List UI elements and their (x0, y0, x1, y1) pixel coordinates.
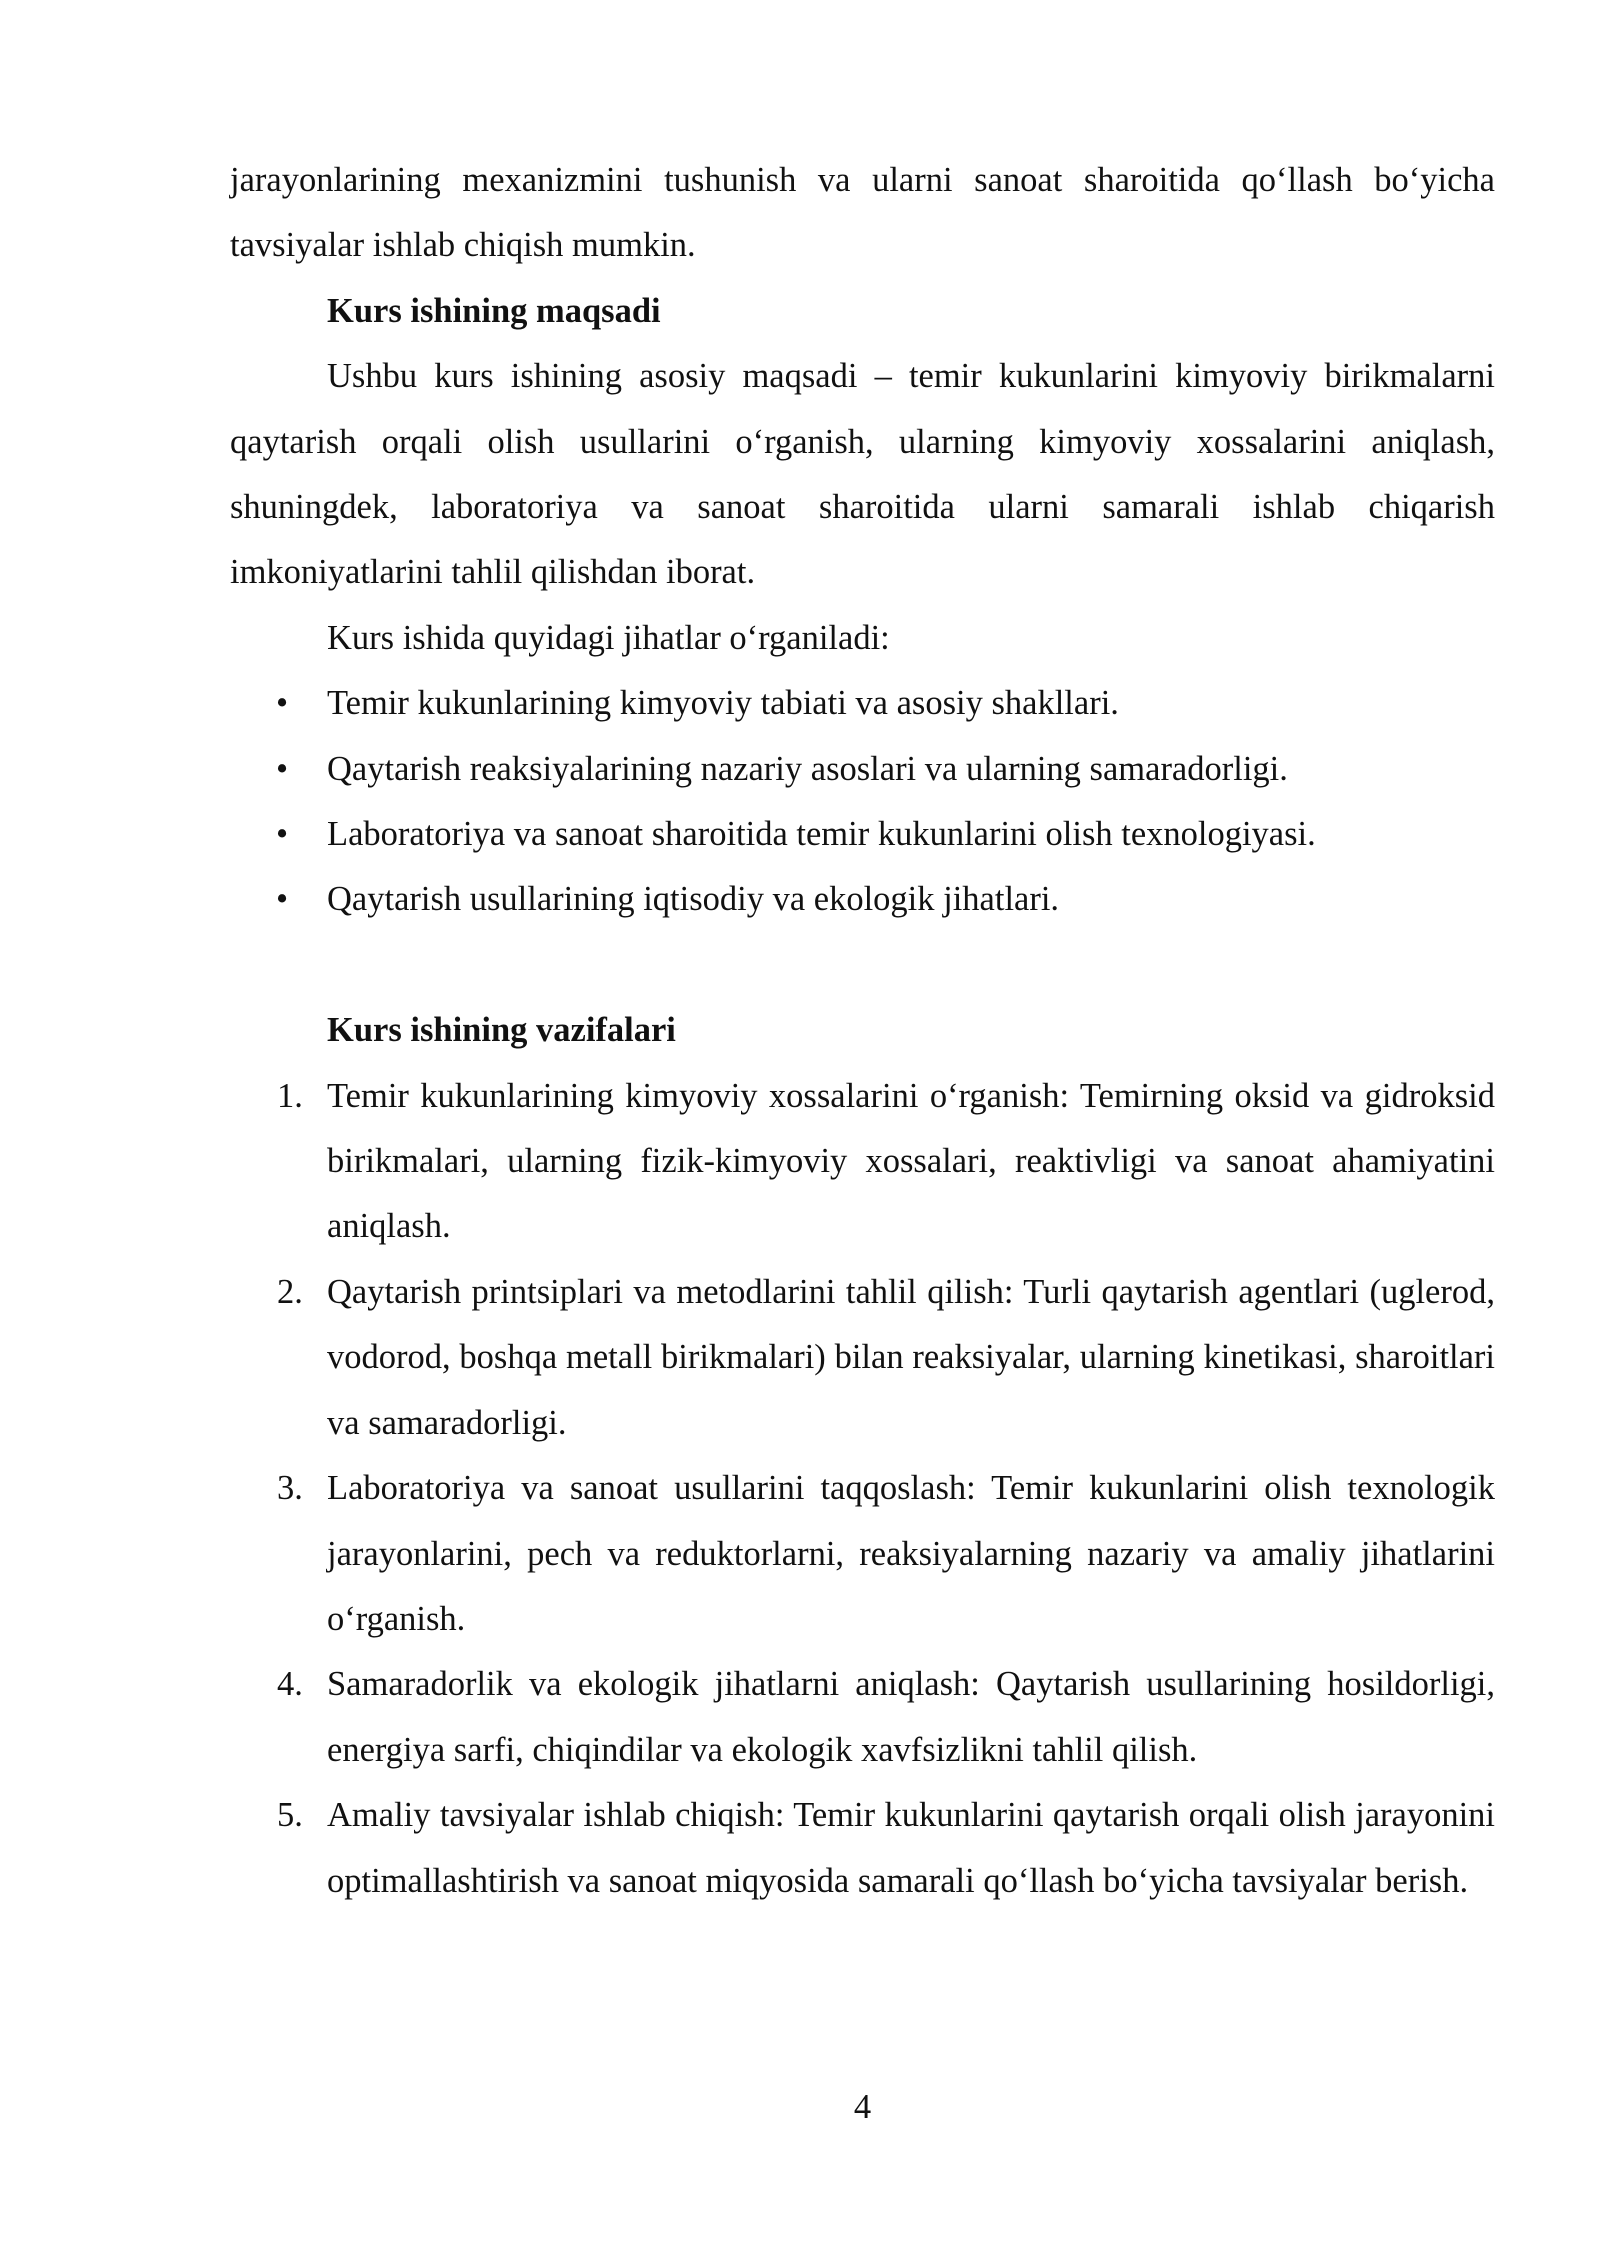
list-item-text: Qaytarish reaksiyalarining nazariy asoslari va ularning samaradorligi. (327, 749, 1288, 788)
list-item-text: Qaytarish printsiplari va metodlarini tahlil qilish: Turli qaytarish agentlari (uglerod, vodorod, boshqa metall birikmalari) bilan reaksiyalar, ularning kinetikasi, sharoitlari va samaradorligi. (327, 1272, 1495, 1442)
list-item-text: Amaliy tavsiyalar ishlab chiqish: Temir kukunlarini qaytarish orqali olish jarayonini optimallashtirish va sanoat miqyosida samarali qo‘llash bo‘yicha tavsiyalar berish. (327, 1796, 1495, 1900)
goal-list-intro: Kurs ishida quyidagi jihatlar o‘rganiladi: (327, 618, 890, 657)
list-item (230, 802, 1495, 867)
list-item-text: Qaytarish usullarining iqtisodiy va ekologik jihatlari. (327, 880, 1060, 919)
list-item (230, 1783, 1495, 1914)
goal-paragraph: Ushbu kurs ishining asosiy maqsadi – temir kukunlarini kimyoviy birikmalarni qaytarish orqali olish usullarini o‘rganish, ularning kimyoviy xossalarini aniqlash, shuningdek, laboratoriya va sanoat sharoitida ularni samarali ishlab chiqarish imkoniyatlarini tahlil qilishdan iborat. (230, 357, 1495, 592)
list-item-text: Laboratoriya va sanoat usullarini taqqoslash: Temir kukunlarini olish texnologik jarayonlarini, pech va reduktorlarni, reaksiyalarning nazariy va amaliy jihatlarini o‘rganish. (327, 1469, 1495, 1638)
list-item-text: Temir kukunlarining kimyoviy xossalarini o‘rganish: Temirning oksid va gidroksid birikmalari, ularning fizik-kimyoviy xossalari, reaktivligi va sanoat ahamiyatini aniqlash. (327, 1076, 1495, 1246)
list-item-number: 5. (277, 1796, 303, 1835)
document-page (230, 148, 1495, 1914)
tasks-heading: Kurs ishining vazifalari (327, 1011, 676, 1050)
list-item (230, 1260, 1495, 1456)
bullet-icon: • (276, 880, 289, 919)
list-item-number: 4. (277, 1665, 303, 1704)
bullet-icon: • (276, 749, 289, 788)
list-item-text: Laboratoriya va sanoat sharoitida temir kukunlarini olish texnologiyasi. (327, 815, 1316, 854)
tasks-list (230, 1064, 1495, 1914)
goal-heading: Kurs ishining maqsadi (327, 291, 661, 330)
section-spacer (230, 933, 1495, 998)
list-item (230, 737, 1495, 802)
bullet-icon: • (276, 815, 289, 854)
page-number: 4 (853, 2088, 872, 2126)
list-item-number: 3. (277, 1469, 303, 1508)
aspects-list (230, 671, 1495, 933)
list-item-number: 2. (277, 1272, 303, 1311)
list-item-text: Temir kukunlarining kimyoviy tabiati va asosiy shakllari. (327, 684, 1119, 723)
list-item (230, 1064, 1495, 1260)
list-item-text: Samaradorlik va ekologik jihatlarni aniqlash: Qaytarish usullarining hosildorligi, energiya sarfi, chiqindilar va ekologik xavfsizlikni tahlil qilish. (327, 1665, 1495, 1769)
list-item (230, 867, 1495, 932)
list-item (230, 1652, 1495, 1783)
list-item-number: 1. (277, 1076, 303, 1115)
intro-continuation: jarayonlarining mexanizmini tushunish va ularni sanoat sharoitida qo‘llash bo‘yicha tavsiyalar ishlab chiqish mumkin. (230, 161, 1495, 265)
list-item (230, 671, 1495, 736)
bullet-icon: • (276, 684, 289, 723)
list-item (230, 1456, 1495, 1652)
